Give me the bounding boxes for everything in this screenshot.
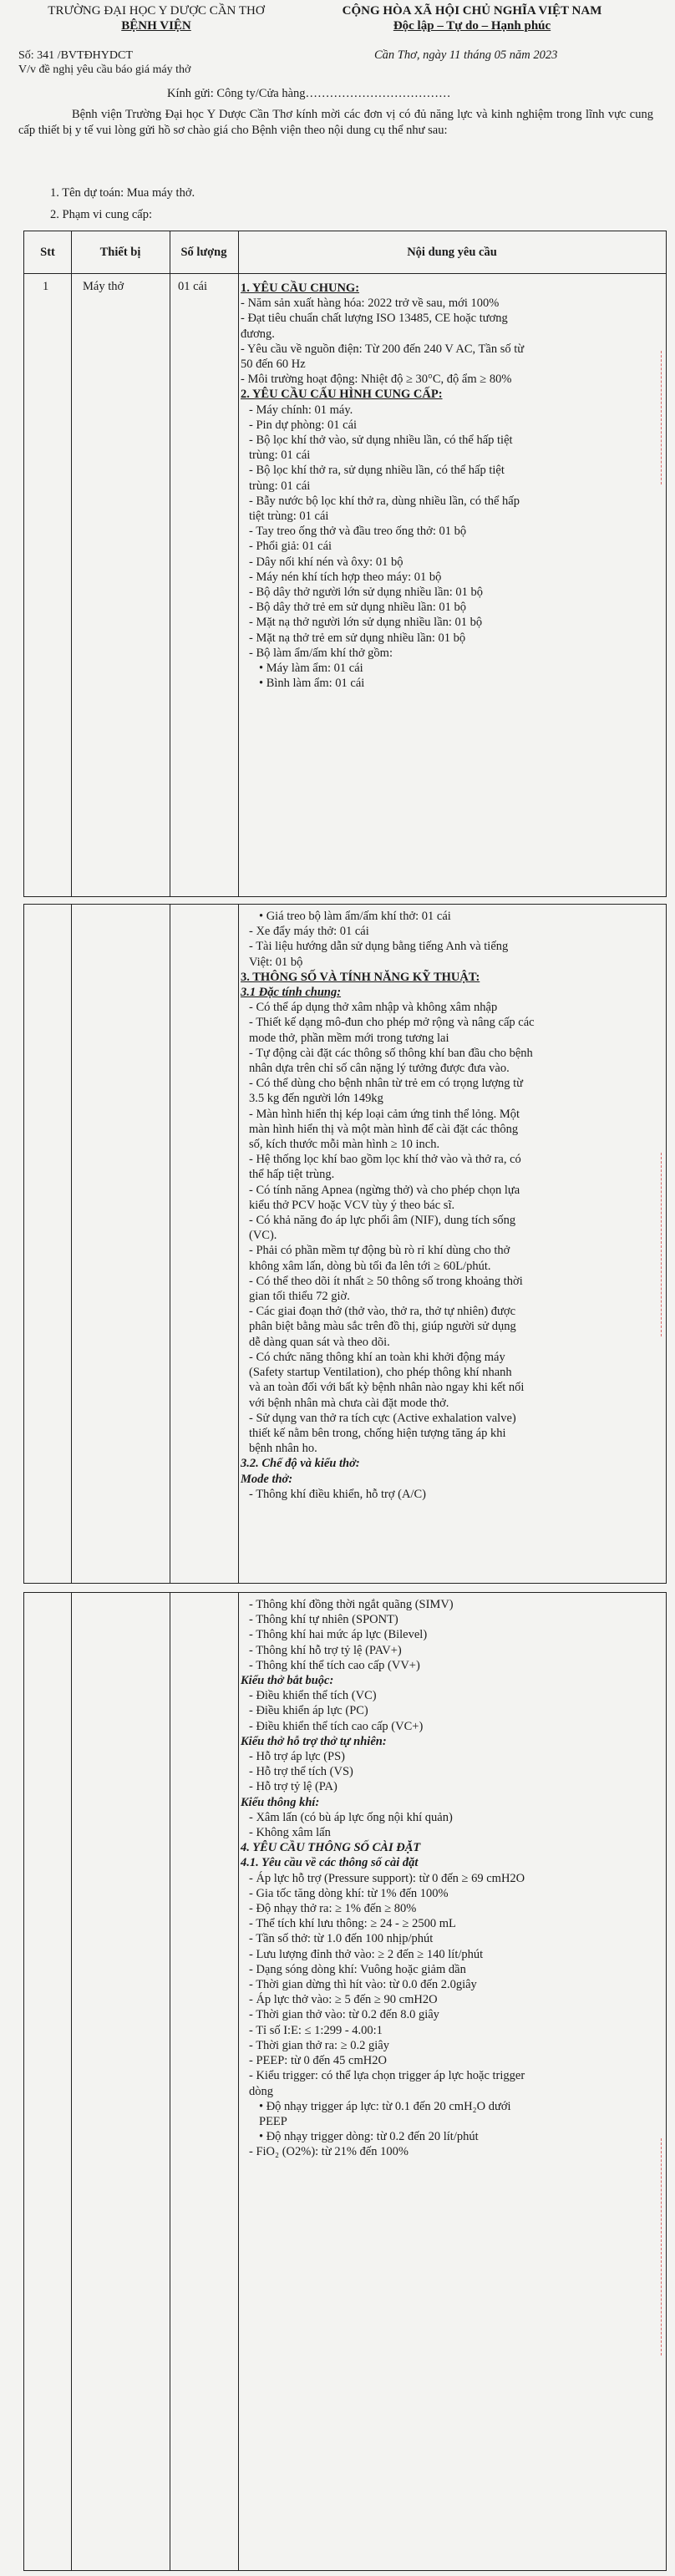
requirement-line: - Dây nối khí nén và ôxy: 01 bộ (249, 555, 403, 569)
requirement-line: - Máy nén khí tích hợp theo máy: 01 bộ (249, 570, 442, 584)
requirement-line: - Màn hình hiển thị kép loại cảm ứng tinh thể lỏng. Một (249, 1107, 520, 1121)
row-device: Máy thở (83, 280, 124, 293)
requirement-line: - Hỗ trợ áp lực (PS) (249, 1750, 345, 1764)
requirement-line: (Safety startup Ventilation), cho phép thông khí nhanh (249, 1366, 512, 1380)
requirement-line: PEEP (259, 2114, 287, 2128)
requirement-line: - Đạt tiêu chuẩn chất lượng ISO 13485, CE hoặc tương (241, 312, 508, 326)
requirement-line: • Bình làm ẩm: 01 cái (259, 677, 365, 691)
requirement-line: đương. (241, 327, 275, 341)
requirement-line: - Sử dụng van thở ra tích cực (Active exhalation valve) (249, 1411, 516, 1425)
requirement-line: - Có thể dùng cho bệnh nhân từ trẻ em có trọng lượng từ (249, 1077, 524, 1091)
requirement-line: - Độ nhạy thở ra: ≥ 1% đến ≥ 80% (249, 1902, 417, 1916)
requirement-line: - Có thể áp dụng thở xâm nhập và không xâm nhập (249, 1001, 498, 1015)
requirement-line: - Pin dự phòng: 01 cái (249, 418, 358, 432)
requirement-line: 50 đến 60 Hz (241, 357, 306, 372)
seal-mark-3 (661, 2138, 675, 2355)
seal-mark-2 (661, 1153, 675, 1336)
reference-subject: V/v đề nghị yêu cầu báo giá máy thở (18, 63, 191, 76)
issuer-unit: BỆNH VIỆN (121, 19, 191, 33)
requirement-line: - Thông khí tự nhiên (SPONT) (249, 1613, 398, 1627)
header-qty: Số lượng (180, 245, 227, 259)
requirement-line: - Tần số thở: từ 1.0 đến 100 nhịp/phút (249, 1932, 434, 1946)
item-2: 2. Phạm vi cung cấp: (50, 208, 153, 221)
requirement-line: 3.1 Đặc tính chung: (241, 986, 342, 1000)
content-part2 (241, 909, 633, 1502)
requirement-line: - Hỗ trợ thể tích (VS) (249, 1765, 353, 1779)
table-header (24, 231, 666, 274)
requirement-line: - Bộ dây thở trẻ em sử dụng nhiều lần: 01 bộ (249, 601, 466, 615)
content-part3 (241, 1597, 633, 2160)
requirement-line: - Có chức năng thông khí an toàn khi khởi động máy (249, 1350, 505, 1364)
requirement-line: 3.5 kg đến người lớn 149kg (249, 1092, 383, 1106)
requirement-line: - Thời gian thở vào: từ 0.2 đến 8.0 giây (249, 2008, 439, 2022)
requirement-line: - FiO₂ (O2%): từ 21% đến 100% (249, 2145, 409, 2159)
requirement-line: - Tài liệu hướng dẫn sử dụng bằng tiếng Anh và tiếng (249, 940, 509, 954)
requirement-line: - Gia tốc tăng dòng khí: từ 1% đến 100% (249, 1886, 449, 1900)
requirement-line: - Áp lực thở vào: ≥ 5 đến ≥ 90 cmH2O (249, 1993, 438, 2007)
requirement-line: bệnh nhân ho. (249, 1442, 317, 1456)
requirement-line: 4.1. Yêu cầu về các thông số cài đặt (241, 1856, 419, 1870)
requirement-line: - Yêu cầu về nguồn điện: Từ 200 đến 240 V AC, Tần số từ (241, 342, 525, 356)
requirement-line: - Thiết kế dạng mô-đun cho phép mở rộng và nâng cấp các (249, 1016, 535, 1030)
requirement-line: Kiểu thở hỗ trợ thở tự nhiên: (241, 1734, 387, 1748)
row-qty: 01 cái (178, 280, 208, 293)
requirement-line: - Có tính năng Apnea (ngừng thở) và cho phép chọn lựa (249, 1183, 520, 1197)
requirement-line: - Có khả năng đo áp lực phổi âm (NIF), dung tích sống (249, 1214, 516, 1228)
requirement-line: thể hấp tiệt trùng. (249, 1168, 335, 1182)
requirement-line: trùng: 01 cái (249, 479, 311, 493)
item-1: 1. Tên dự toán: Mua máy thở. (50, 186, 195, 200)
issuer-name: TRƯỜNG ĐẠI HỌC Y DƯỢC CẦN THƠ (48, 4, 265, 18)
requirement-line: - Thông khí đồng thời ngắt quãng (SIMV) (249, 1598, 454, 1611)
requirement-line: - Xâm lấn (có bù áp lực ống nội khí quản) (249, 1810, 453, 1824)
requirement-line: dòng (249, 2084, 273, 2098)
requirement-line: - Xe đẩy máy thở: 01 cái (249, 925, 369, 939)
requirement-line: số, kích thước mỗi màn hình ≥ 10 inch. (249, 1138, 440, 1152)
requirement-line: - Thông khí thể tích cao cấp (VV+) (249, 1658, 420, 1672)
requirement-line: • Giá treo bộ làm ẩm/ấm khí thở: 01 cái (259, 910, 451, 923)
row-stt: 1 (43, 280, 49, 293)
requirement-line: trùng: 01 cái (249, 449, 311, 463)
requirement-line: với bệnh nhân mà chưa cài đặt mode thở. (249, 1396, 449, 1410)
requirement-line: 3.2. Chế độ và kiểu thở: (241, 1457, 360, 1471)
requirement-line: - Thời gian dừng thì hít vào: từ 0.0 đến 2.0giây (249, 1978, 477, 1992)
requirement-line: 2. YÊU CẦU CẤU HÌNH CUNG CẤP: (241, 388, 443, 402)
requirement-line: - Có thể theo dõi ít nhất ≥ 50 thông số trong khoảng thời (249, 1274, 523, 1288)
requirement-line: - Lưu lượng đỉnh thở vào: ≥ 2 đến ≥ 140 lít/phút (249, 1947, 484, 1961)
requirement-line: - Máy chính: 01 máy. (249, 403, 353, 417)
recipient-line: Kính gửi: Công ty/Cửa hàng……………………………… (167, 87, 451, 100)
requirement-line: - Thông khí điều khiển, hỗ trợ (A/C) (249, 1487, 426, 1501)
requirement-line: • Máy làm ẩm: 01 cái (259, 662, 363, 676)
requirement-line: - Thời gian thở ra: ≥ 0.2 giây (249, 2038, 389, 2052)
requirement-line: - Phổi giả: 01 cái (249, 540, 332, 554)
intro-paragraph: Bệnh viện Trường Đại học Y Dược Cần Thơ kính mời các đơn vị có đủ năng lực và kinh nghiệm trong lĩnh vực cung cấp thiết bị y tế vui lòng gửi hồ sơ chào giá cho Bệnh viện theo nội dung cụ thể như sau: (18, 108, 653, 137)
requirement-line: gian tối thiểu 72 giờ. (249, 1290, 350, 1304)
requirement-line: - Bộ lọc khí thở ra, sử dụng nhiều lần, có thể hấp tiệt (249, 464, 505, 478)
requirement-line: 3. THÔNG SỐ VÀ TÍNH NĂNG KỸ THUẬT: (241, 970, 480, 984)
requirement-line: - Áp lực hỗ trợ (Pressure support): từ 0 đến ≥ 69 cmH2O (249, 1871, 525, 1885)
requirement-line: - Điều khiển thể tích cao cấp (VC+) (249, 1719, 424, 1733)
requirement-line: - Hỗ trợ tỷ lệ (PA) (249, 1780, 338, 1794)
requirement-line: - Phải có phần mềm tự động bù rò rỉ khí dùng cho thở (249, 1244, 510, 1258)
content-part1 (241, 281, 633, 691)
requirement-line: - Bẫy nước bộ lọc khí thở ra, dùng nhiều lần, có thể hấp (249, 494, 520, 508)
requirement-line: và an toàn đối với bất kỳ bệnh nhân nào ngay khi kết nối (249, 1381, 525, 1395)
requirement-line: - Hệ thống lọc khí bao gồm lọc khí thở vào và thở ra, có (249, 1153, 521, 1167)
requirement-line: mode thở, phần mềm mới trong tương lai (249, 1031, 449, 1045)
requirement-line: - Kiểu trigger: có thể lựa chọn trigger áp lực hoặc trigger (249, 2069, 525, 2083)
requirement-line: dễ dàng quan sát và theo dõi. (249, 1335, 390, 1349)
requirement-line: - Năm sản xuất hàng hóa: 2022 trở về sau, mới 100% (241, 297, 500, 311)
requirement-line: Kiểu thở bắt buộc: (241, 1674, 334, 1688)
country-name: CỘNG HÒA XÃ HỘI CHỦ NGHĨA VIỆT NAM (342, 4, 602, 18)
requirement-line: • Độ nhạy trigger áp lực: từ 0.1 đến 20 cmH₂O dưới (259, 2099, 511, 2113)
requirement-line: - Bộ làm ẩm/ấm khí thở gồm: (249, 646, 393, 660)
requirement-line: - Môi trường hoạt động: Nhiệt độ ≥ 30°C, độ ẩm ≥ 80% (241, 373, 512, 387)
requirement-line: Kiểu thông khí: (241, 1795, 320, 1809)
requirement-line: - Bộ lọc khí thở vào, sử dụng nhiều lần, có thể hấp tiệt (249, 434, 513, 448)
requirement-line: - Điều khiển áp lực (PC) (249, 1704, 368, 1718)
requirement-line: - Bộ dây thở người lớn sử dụng nhiều lần: 01 bộ (249, 586, 483, 600)
requirement-line: - Thông khí hai mức áp lực (Bilevel) (249, 1628, 428, 1642)
header-stt: Stt (40, 245, 55, 259)
requirement-line: phân biệt bằng màu sắc trên đồ thị, giúp người sử dụng (249, 1320, 516, 1334)
requirement-line: nhân dựa trên chỉ số cân nặng lý tưởng được đưa vào. (249, 1062, 510, 1076)
requirement-line: thiết kế nằm bên trong, chống hiện tượng tăng áp khi (249, 1426, 506, 1440)
requirement-line: - Mặt nạ thở trẻ em sử dụng nhiều lần: 01 bộ (249, 631, 466, 645)
header-device: Thiết bị (99, 245, 141, 259)
reference-block (18, 48, 190, 77)
requirement-line: Việt: 01 bộ (249, 955, 303, 969)
requirement-line: (VC). (249, 1229, 277, 1243)
seal-mark (661, 351, 675, 484)
issue-date: Cần Thơ, ngày 11 tháng 05 năm 2023 (374, 48, 558, 62)
requirement-line: tiệt trùng: 01 cái (249, 510, 329, 524)
requirement-line: 1. YÊU CẦU CHUNG: (241, 281, 360, 295)
requirement-line: - Thông khí hỗ trợ tỷ lệ (PAV+) (249, 1643, 402, 1657)
requirement-line: không xâm lấn, dòng bù tối đa lên tới ≥ 60L/phút. (249, 1259, 491, 1273)
requirement-line: - Mặt nạ thở người lớn sử dụng nhiều lần: 01 bộ (249, 616, 483, 630)
requirement-line: kiểu thở PCV hoặc VCV tùy ý theo bác sĩ. (249, 1198, 455, 1212)
requirement-line: - Các giai đoạn thở (thở vào, thở ra, thở tự nhiên) được (249, 1305, 516, 1319)
requirement-line: màn hình hiển thị và một màn hình để cài đặt các thông (249, 1122, 519, 1136)
requirement-line: - Tay treo ống thở và đầu treo ống thở: 01 bộ (249, 525, 467, 539)
header-content: Nội dung yêu cầu (407, 245, 497, 259)
requirement-line: - Tự động cài đặt các thông số thông khí ban đầu cho bệnh (249, 1046, 533, 1060)
requirement-line: • Độ nhạy trigger dòng: từ 0.2 đến 20 lít/phút (259, 2130, 479, 2144)
issuer-block (18, 3, 294, 33)
requirement-line: - PEEP: từ 0 đến 45 cmH2O (249, 2054, 387, 2068)
reference-number: Số: 341 /BVTĐHYDCT (18, 49, 133, 62)
requirement-line: - Dạng sóng dòng khí: Vuông hoặc giảm dần (249, 1962, 466, 1976)
requirement-line: 4. YÊU CẦU THÔNG SỐ CÀI ĐẶT (241, 1841, 421, 1855)
requirement-line: Mode thở: (241, 1472, 293, 1486)
requirement-line: - Thể tích khí lưu thông: ≥ 24 - ≥ 2500 mL (249, 1917, 456, 1931)
requirement-line: - Tỉ số I:E: ≤ 1:299 - 4.00:1 (249, 2023, 383, 2037)
national-header (288, 3, 656, 33)
motto: Độc lập – Tự do – Hạnh phúc (393, 19, 551, 33)
requirement-line: - Không xâm lấn (249, 1826, 331, 1840)
requirement-line: - Điều khiển thể tích (VC) (249, 1689, 377, 1703)
